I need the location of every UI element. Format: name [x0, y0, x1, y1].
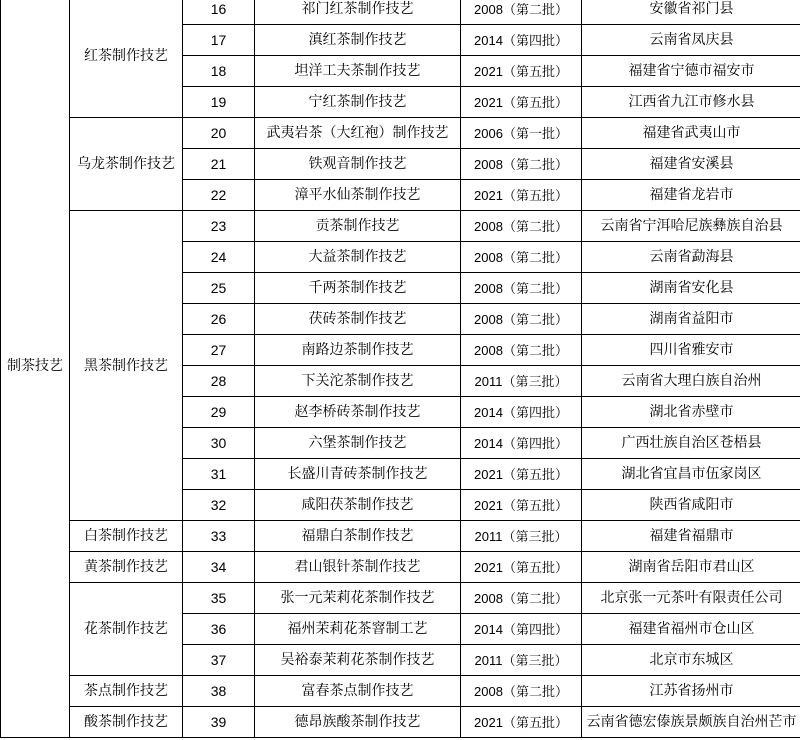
item-name-cell: 张一元茉莉花茶制作技艺 [255, 583, 461, 614]
region-cell: 福建省福鼎市 [582, 521, 800, 552]
batch-year-cell: 2008（第二批） [461, 335, 582, 366]
item-name-cell: 六堡茶制作技艺 [255, 428, 461, 459]
item-name-cell: 德昂族酸茶制作技艺 [255, 707, 461, 738]
serial-number-cell: 30 [183, 428, 255, 459]
subcategory-cell: 花茶制作技艺 [70, 583, 183, 676]
batch-year-cell: 2008（第二批） [461, 676, 582, 707]
region-cell: 福建省武夷山市 [582, 118, 800, 149]
batch-year-cell: 2021（第五批） [461, 552, 582, 583]
batch-year-cell: 2011（第三批） [461, 645, 582, 676]
batch-year-cell: 2008（第二批） [461, 242, 582, 273]
region-cell: 湖北省赤壁市 [582, 397, 800, 428]
subcategory-cell: 黄茶制作技艺 [70, 552, 183, 583]
subcategory-cell: 酸茶制作技艺 [70, 707, 183, 738]
serial-number-cell: 39 [183, 707, 255, 738]
batch-year-cell: 2011（第三批） [461, 521, 582, 552]
region-cell: 云南省德宏傣族景颇族自治州芒市 [582, 707, 800, 738]
batch-year-cell: 2011（第三批） [461, 366, 582, 397]
item-name-cell: 咸阳茯茶制作技艺 [255, 490, 461, 521]
batch-year-cell: 2021（第五批） [461, 459, 582, 490]
batch-year-cell: 2008（第二批） [461, 211, 582, 242]
table-body [1, 0, 800, 738]
serial-number-cell: 36 [183, 614, 255, 645]
item-name-cell: 茯砖茶制作技艺 [255, 304, 461, 335]
batch-year-cell: 2008（第二批） [461, 583, 582, 614]
region-cell: 云南省凤庆县 [582, 25, 800, 56]
subcategory-cell: 茶点制作技艺 [70, 676, 183, 707]
region-cell: 广西壮族自治区苍梧县 [582, 428, 800, 459]
item-name-cell: 下关沱茶制作技艺 [255, 366, 461, 397]
serial-number-cell: 33 [183, 521, 255, 552]
table-row [1, 676, 800, 707]
item-name-cell: 赵李桥砖茶制作技艺 [255, 397, 461, 428]
batch-year-cell: 2008（第二批） [461, 273, 582, 304]
table-row [1, 0, 800, 25]
serial-number-cell: 35 [183, 583, 255, 614]
batch-year-cell: 2008（第二批） [461, 149, 582, 180]
subcategory-cell: 白茶制作技艺 [70, 521, 183, 552]
serial-number-cell: 32 [183, 490, 255, 521]
item-name-cell: 坦洋工夫茶制作技艺 [255, 56, 461, 87]
region-cell: 湖北省宜昌市伍家岗区 [582, 459, 800, 490]
serial-number-cell: 26 [183, 304, 255, 335]
serial-number-cell: 38 [183, 676, 255, 707]
batch-year-cell: 2021（第五批） [461, 87, 582, 118]
serial-number-cell: 23 [183, 211, 255, 242]
batch-year-cell: 2014（第四批） [461, 25, 582, 56]
region-cell: 北京市东城区 [582, 645, 800, 676]
batch-year-cell: 2008（第二批） [461, 304, 582, 335]
item-name-cell: 武夷岩茶（大红袍）制作技艺 [255, 118, 461, 149]
item-name-cell: 福州茉莉花茶窨制工艺 [255, 614, 461, 645]
table-row [1, 707, 800, 738]
batch-year-cell: 2021（第五批） [461, 56, 582, 87]
region-cell: 福建省福州市仓山区 [582, 614, 800, 645]
table-row [1, 552, 800, 583]
serial-number-cell: 19 [183, 87, 255, 118]
batch-year-cell: 2021（第五批） [461, 180, 582, 211]
serial-number-cell: 29 [183, 397, 255, 428]
serial-number-cell: 31 [183, 459, 255, 490]
item-name-cell: 千两茶制作技艺 [255, 273, 461, 304]
item-name-cell: 君山银针茶制作技艺 [255, 552, 461, 583]
item-name-cell: 吴裕泰茉莉花茶制作技艺 [255, 645, 461, 676]
serial-number-cell: 22 [183, 180, 255, 211]
batch-year-cell: 2021（第五批） [461, 707, 582, 738]
region-cell: 陕西省咸阳市 [582, 490, 800, 521]
region-cell: 江西省九江市修水县 [582, 87, 800, 118]
item-name-cell: 长盛川青砖茶制作技艺 [255, 459, 461, 490]
subcategory-cell: 黑茶制作技艺 [70, 211, 183, 521]
region-cell: 云南省宁洱哈尼族彝族自治县 [582, 211, 800, 242]
serial-number-cell: 34 [183, 552, 255, 583]
region-cell: 云南省勐海县 [582, 242, 800, 273]
table-row [1, 583, 800, 614]
subcategory-cell: 乌龙茶制作技艺 [70, 118, 183, 211]
region-cell: 福建省宁德市福安市 [582, 56, 800, 87]
batch-year-cell: 2014（第四批） [461, 614, 582, 645]
batch-year-cell: 2014（第四批） [461, 428, 582, 459]
item-name-cell: 宁红茶制作技艺 [255, 87, 461, 118]
batch-year-cell: 2021（第五批） [461, 490, 582, 521]
item-name-cell: 祁门红茶制作技艺 [255, 0, 461, 25]
item-name-cell: 大益茶制作技艺 [255, 242, 461, 273]
region-cell: 北京张一元茶叶有限责任公司 [582, 583, 800, 614]
serial-number-cell: 27 [183, 335, 255, 366]
item-name-cell: 富春茶点制作技艺 [255, 676, 461, 707]
table-row [1, 521, 800, 552]
serial-number-cell: 17 [183, 25, 255, 56]
table-row [1, 118, 800, 149]
serial-number-cell: 24 [183, 242, 255, 273]
region-cell: 江苏省扬州市 [582, 676, 800, 707]
serial-number-cell: 16 [183, 0, 255, 25]
serial-number-cell: 20 [183, 118, 255, 149]
item-name-cell: 漳平水仙茶制作技艺 [255, 180, 461, 211]
batch-year-cell: 2008（第二批） [461, 0, 582, 25]
serial-number-cell: 25 [183, 273, 255, 304]
region-cell: 安徽省祁门县 [582, 0, 800, 25]
category-cell: 制茶技艺 [1, 0, 70, 738]
region-cell: 四川省雅安市 [582, 335, 800, 366]
region-cell: 湖南省安化县 [582, 273, 800, 304]
serial-number-cell: 18 [183, 56, 255, 87]
region-cell: 湖南省岳阳市君山区 [582, 552, 800, 583]
batch-year-cell: 2014（第四批） [461, 397, 582, 428]
region-cell: 云南省大理白族自治州 [582, 366, 800, 397]
serial-number-cell: 37 [183, 645, 255, 676]
region-cell: 湖南省益阳市 [582, 304, 800, 335]
serial-number-cell: 28 [183, 366, 255, 397]
item-name-cell: 福鼎白茶制作技艺 [255, 521, 461, 552]
table-row [1, 211, 800, 242]
region-cell: 福建省龙岩市 [582, 180, 800, 211]
batch-year-cell: 2006（第一批） [461, 118, 582, 149]
region-cell: 福建省安溪县 [582, 149, 800, 180]
item-name-cell: 滇红茶制作技艺 [255, 25, 461, 56]
item-name-cell: 南路边茶制作技艺 [255, 335, 461, 366]
subcategory-cell: 红茶制作技艺 [70, 0, 183, 118]
item-name-cell: 贡茶制作技艺 [255, 211, 461, 242]
item-name-cell: 铁观音制作技艺 [255, 149, 461, 180]
serial-number-cell: 21 [183, 149, 255, 180]
